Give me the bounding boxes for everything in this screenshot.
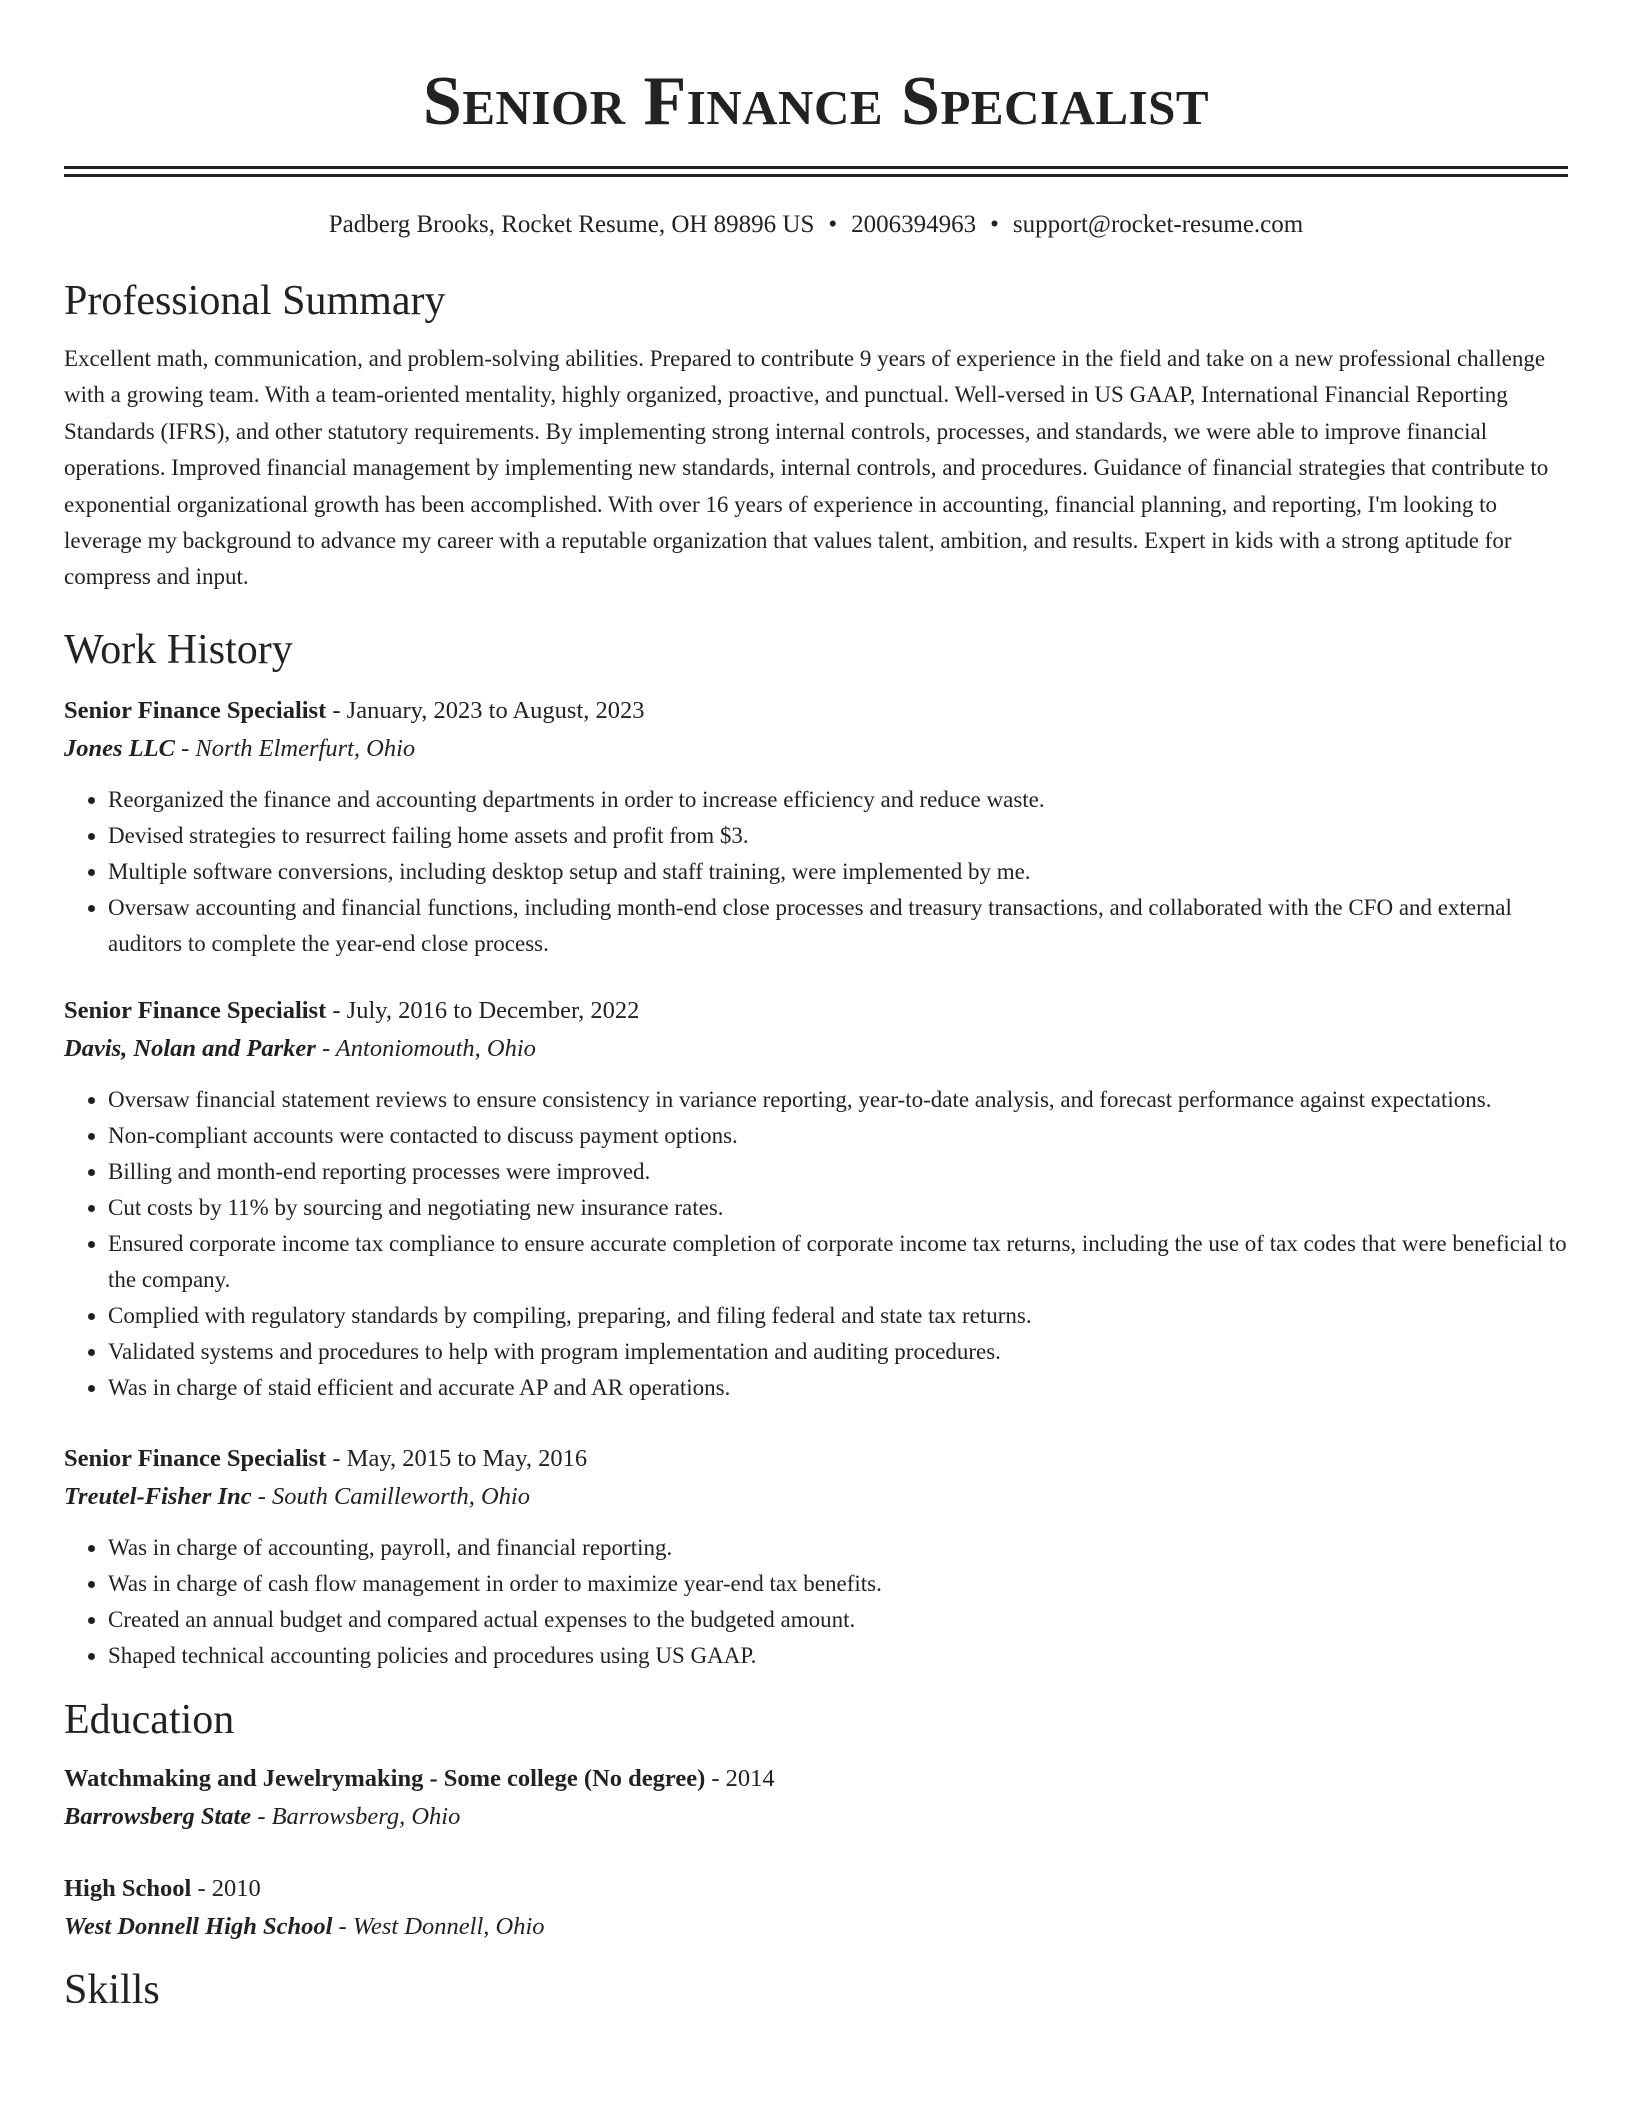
job-role: Senior Finance Specialist xyxy=(64,1444,327,1472)
education-degree: Watchmaking and Jewelrymaking - Some college (No degree) xyxy=(64,1764,706,1792)
job-bullet: • Shaped technical accounting policies and procedures using US GAAP. xyxy=(108,1638,1568,1674)
job-bullet: • Reorganized the finance and accounting departments in order to increase efficiency and reduce waste. xyxy=(108,782,1568,818)
education-degree-line xyxy=(64,1760,1568,1798)
education-degree: High School xyxy=(64,1874,192,1902)
education-year: - 2014 xyxy=(705,1764,775,1792)
job-bullet: • Created an annual budget and compared actual expenses to the budgeted amount. xyxy=(108,1602,1568,1638)
education-location: - West Donnell, Ohio xyxy=(332,1912,545,1940)
job-dates: - January, 2023 to August, 2023 xyxy=(326,696,645,724)
job-company: Treutel-Fisher Inc xyxy=(64,1482,252,1510)
job-title-line xyxy=(64,992,1568,1030)
job-bullet: • Multiple software conversions, including desktop setup and staff training, were implemented by me. xyxy=(108,854,1568,890)
job-bullet: • Oversaw accounting and financial functions, including month-end close processes and treasury transactions, and collaborated with the CFO and external auditors to complete the year-end close process. xyxy=(108,890,1568,962)
contact-phone: 2006394963 xyxy=(851,211,977,238)
education-school-line xyxy=(64,1798,1568,1836)
education-entry xyxy=(64,1760,1568,1836)
education-school: West Donnell High School xyxy=(64,1912,333,1940)
education-year: - 2010 xyxy=(191,1874,261,1902)
job-bullet: • Cut costs by 11% by sourcing and negotiating new insurance rates. xyxy=(108,1190,1568,1226)
job-role: Senior Finance Specialist xyxy=(64,996,327,1024)
contact-separator: • xyxy=(828,211,838,238)
education-school-line xyxy=(64,1908,1568,1946)
contact-separator: • xyxy=(990,211,999,238)
job-company-line xyxy=(64,1030,1568,1068)
job-location: - South Camilleworth, Ohio xyxy=(251,1482,530,1510)
job-bullet: • Oversaw financial statement reviews to ensure consistency in variance reporting, year-to-date analysis, and forecast performance against expectations. xyxy=(108,1082,1568,1118)
job-bullet: • Devised strategies to resurrect failing home assets and profit from $3. xyxy=(108,818,1568,854)
job-entry xyxy=(64,1440,1568,1674)
job-company: Davis, Nolan and Parker xyxy=(64,1034,316,1062)
work-history-heading: Work History xyxy=(64,626,293,673)
job-bullet-list xyxy=(64,1530,1568,1674)
resume-page xyxy=(64,0,1568,2016)
job-bullet: • Ensured corporate income tax compliance to ensure accurate completion of corporate income tax returns, including the use of tax codes that were beneficial to the company. xyxy=(108,1226,1568,1298)
job-company-line xyxy=(64,1478,1568,1516)
job-bullet: • Non-compliant accounts were contacted to discuss payment options. xyxy=(108,1118,1568,1154)
job-location: - Antoniomouth, Ohio xyxy=(315,1034,536,1062)
job-entry xyxy=(64,692,1568,962)
job-title-line xyxy=(64,692,1568,730)
job-company-line xyxy=(64,730,1568,768)
job-company: Jones LLC xyxy=(64,734,175,762)
job-dates: - July, 2016 to December, 2022 xyxy=(326,996,640,1024)
job-bullet: • Was in charge of staid efficient and accurate AP and AR operations. xyxy=(108,1370,1568,1406)
job-role: Senior Finance Specialist xyxy=(64,696,327,724)
job-location: - North Elmerfurt, Ohio xyxy=(174,734,416,762)
job-title-line xyxy=(64,1440,1568,1478)
job-bullet: • Complied with regulatory standards by compiling, preparing, and filing federal and state tax returns. xyxy=(108,1298,1568,1334)
summary-text: Excellent math, communication, and problem-solving abilities. Prepared to contribute 9 years of experience in the field and take on a new professional challenge with a growing team. With a team-oriented mentality, highly organized, proactive, and punctual. Well-versed in US GAAP, International Financial Reporting Standards (IFRS), and other statutory requirements. By implementing strong internal controls, processes, and standards, we were able to improve financial operations. Improved financial management by implementing new standards, internal controls, and procedures. Guidance of financial strategies that contribute to exponential organizational growth has been accomplished. With over 16 years of experience in accounting, financial planning, and reporting, I'm looking to leverage my background to advance my career with a reputable organization that values talent, ambition, and results. Expert in kids with a strong aptitude for compress and input. xyxy=(64,346,1549,590)
contact-email: support@rocket-resume.com xyxy=(1012,211,1304,238)
job-bullet-list xyxy=(64,782,1568,962)
contact-line xyxy=(64,209,1568,241)
job-bullet-list xyxy=(64,1082,1568,1406)
header-rule-bottom xyxy=(64,174,1568,177)
education-heading: Education xyxy=(64,1696,235,1743)
education-school: Barrowsberg State xyxy=(64,1802,252,1830)
contact-address: Padberg Brooks, Rocket Resume, OH 89896 US xyxy=(328,211,815,238)
resume-name-title: Senior Finance Specialist xyxy=(422,63,1210,140)
job-bullet: • Was in charge of accounting, payroll, and financial reporting. xyxy=(108,1530,1568,1566)
education-entry xyxy=(64,1870,1568,1946)
job-bullet: • Validated systems and procedures to help with program implementation and auditing procedures. xyxy=(108,1334,1568,1370)
job-entry xyxy=(64,992,1568,1406)
education-degree-line xyxy=(64,1870,1568,1908)
job-dates: - May, 2015 to May, 2016 xyxy=(326,1444,588,1472)
skills-heading: Skills xyxy=(64,1966,160,2013)
education-location: - Barrowsberg, Ohio xyxy=(251,1802,461,1830)
job-bullet: • Billing and month-end reporting processes were improved. xyxy=(108,1154,1568,1190)
job-bullet: • Was in charge of cash flow management in order to maximize year-end tax benefits. xyxy=(108,1566,1568,1602)
header-rule-top xyxy=(64,166,1568,169)
summary-heading: Professional Summary xyxy=(64,278,446,324)
